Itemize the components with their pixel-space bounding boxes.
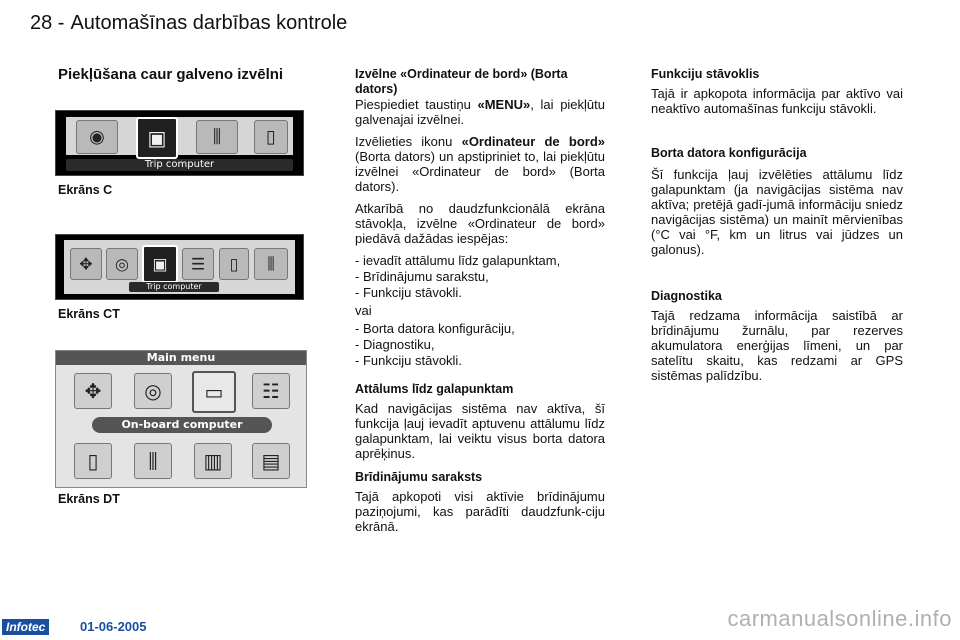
- heading-distance: Attālums līdz galapunktam: [355, 382, 514, 396]
- page-title: Automašīnas darbības kontrole: [70, 12, 348, 34]
- paragraph-function-status: Tajā ir apkopota informācija par aktīvo vai neaktīvo automašīnas funkciju stāvokli.: [651, 86, 903, 116]
- screen-ct-caption: Ekrāns CT: [58, 307, 120, 321]
- list-item: - Diagnostiku,: [355, 337, 605, 352]
- list-item: - ievadīt attālumu līdz galapunktam,: [355, 253, 605, 268]
- watermark: carmanualsonline.info: [727, 606, 952, 631]
- paragraph-warning-list: Tajā apkopoti visi aktīvie brīdinājumu paziņojumi, kas parādīti daudzfunk-ciju ekrānā.: [355, 489, 605, 534]
- text-or: vai: [355, 303, 372, 318]
- heading-warning-list: Brīdinājumu saraksts: [355, 470, 483, 484]
- infotec-logo: Infotec: [2, 619, 49, 635]
- paragraph-diagnostics: Tajā redzama informācija saistībā ar brīdinājumu žurnālu, par rezerves akumulatora enerģijas līmeni, un par satelītu skaitu, kas redzami ar GPS sistēmas palīdzību.: [651, 308, 903, 383]
- screen-c-caption: Ekrāns C: [58, 183, 113, 197]
- screen-c-image: [55, 110, 304, 176]
- paragraph-press-menu: Piespiediet taustiņu «MENU», lai piekļūtu galvenajai izvēlnei.: [355, 97, 606, 127]
- settings-icon: ⫼: [254, 248, 288, 280]
- screen-ct-image: [55, 234, 304, 300]
- navigation-icon: ✥: [70, 248, 102, 280]
- cd-icon: ◉: [76, 120, 118, 154]
- options-list-2: [355, 321, 605, 368]
- page-header: [30, 12, 347, 35]
- phone-icon: ▯: [219, 248, 249, 280]
- map-icon: ▥: [194, 443, 232, 479]
- section-title-access: Piekļūšana caur galveno izvēlni: [58, 66, 284, 83]
- screen-c-bar: Trip computer: [66, 159, 293, 171]
- screen-dt-caption: Ekrāns DT: [58, 492, 120, 506]
- fuel-icon: ▣: [142, 245, 178, 283]
- paragraph-options-intro: Atkarībā no daudzfunkcionālā ekrāna stāvokļa, izvēlne «Ordinateur de bord» piedāvā dažādas iespējas:: [355, 201, 605, 246]
- screen-dt-bar: On-board computer: [92, 417, 272, 433]
- page-number: 28 -: [30, 12, 65, 34]
- middle-column-bottom: [355, 470, 605, 541]
- paragraph-distance: Kad navigācijas sistēma nav aktīva, šī funkcija ļauj ievadīt aptuvenu attālumu līdz galapunktam, lai veiktu visus borta datora aprēķinus.: [355, 401, 605, 461]
- settings-icon: ⫼: [134, 443, 172, 479]
- audio-icon: ◎: [134, 373, 172, 409]
- folder-icon: ▤: [252, 443, 290, 479]
- fuel-icon: ▣: [136, 117, 178, 159]
- navigation-icon: ✥: [74, 373, 112, 409]
- heading-diagnostics: Diagnostika: [651, 289, 722, 303]
- audio-icon: ◎: [106, 248, 138, 280]
- notebook-icon: ☷: [252, 373, 290, 409]
- paragraph-select-icon: Izvēlieties ikonu «Ordinateur de bord» (Borta dators) un apstipriniet to, lai piekļūtu izvēlnei «Ordinateur de bord» (Borta dators).: [355, 134, 605, 194]
- heading-function-status: Funkciju stāvoklis: [651, 67, 760, 81]
- laptop-icon: ▭: [192, 371, 236, 413]
- screen-dt-title: Main menu: [56, 351, 306, 365]
- list-item: - Funkciju stāvokli.: [355, 285, 605, 300]
- settings-icon: ⫼: [196, 120, 238, 154]
- phone-icon: ▯: [254, 120, 288, 154]
- list-item: - Funkciju stāvokli.: [355, 353, 605, 368]
- right-column: [651, 67, 903, 390]
- screen-dt-image: [55, 350, 307, 488]
- paragraph-configuration: Šī funkcija ļauj izvēlēties attālumu līdz galapunktam (ja navigācijas sistēma nav aktīva; pretējā gadī-jumā informāciju sniedz navigācijas sistēma) un mainīt mērvienības (°C vai °F, km un litrus vai jūdzes un galonus).: [651, 167, 903, 257]
- phone-icon: ▯: [74, 443, 112, 479]
- screen-ct-bar: Trip computer: [129, 282, 219, 292]
- heading-configuration: Borta datora konfigurācija: [651, 146, 807, 160]
- footer-date: 01-06-2005: [80, 619, 147, 634]
- list-icon: ☰: [182, 248, 214, 280]
- list-item: - Brīdinājumu sarakstu,: [355, 269, 605, 284]
- middle-column: [355, 67, 605, 468]
- heading-menu-ordinateur: Izvēlne «Ordinateur de bord» (Borta dators): [355, 67, 568, 96]
- list-item: - Borta datora konfigurāciju,: [355, 321, 605, 336]
- options-list-1: [355, 253, 605, 300]
